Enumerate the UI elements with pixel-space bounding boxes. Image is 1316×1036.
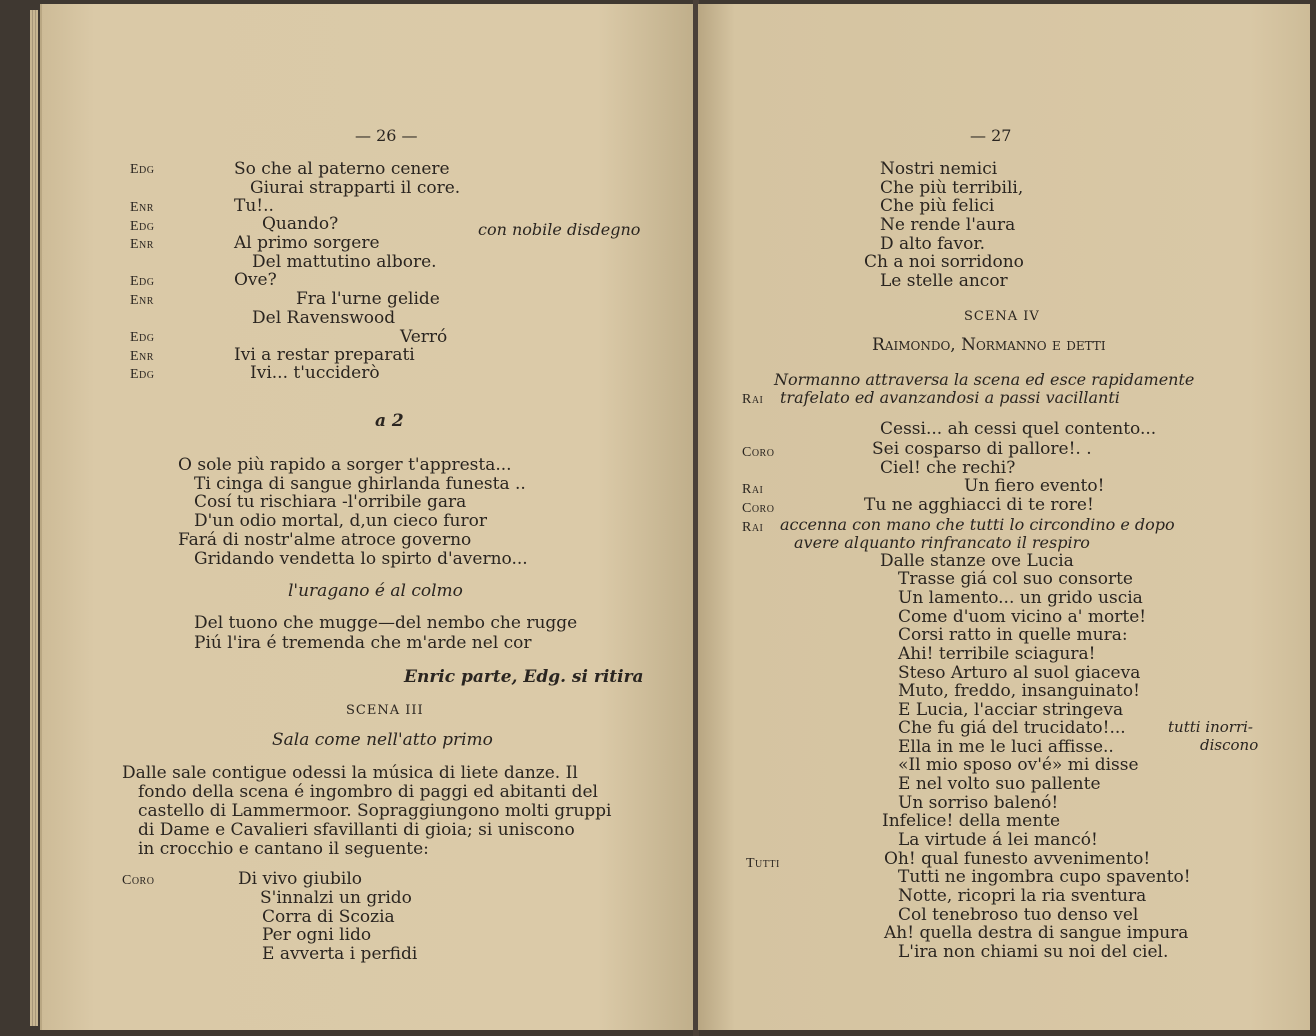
verse-line: Tu ne agghiacci di te rore!	[864, 495, 1094, 515]
verse-line: Ah! quella destra di sangue impura	[884, 923, 1189, 943]
verse-line: Ivi... t'ucciderò	[250, 363, 380, 383]
left-page	[40, 4, 696, 1030]
verse-line: Piú l'ira é tremenda che m'arde nel cor	[194, 633, 532, 653]
right-page	[698, 4, 1310, 1030]
verse-line: Che più terribili,	[880, 178, 1024, 198]
verse-line: Ti cinga di sangue ghirlanda funesta ..	[194, 474, 526, 494]
verse-line: E nel volto suo pallente	[898, 774, 1101, 794]
page-number: — 26 —	[355, 126, 418, 145]
verse-line: Verró	[400, 327, 448, 347]
speaker-label: Edg	[130, 330, 155, 345]
verse-line: Al primo sorgere	[234, 233, 380, 253]
verse-line: Fra l'urne gelide	[296, 289, 440, 309]
speaker-label: Rai	[742, 482, 764, 497]
speaker-label: Tutti	[746, 856, 780, 871]
verse-line: O sole più rapido a sorger t'appresta...	[178, 455, 512, 475]
verse-line: Oh! qual funesto avvenimento!	[884, 849, 1151, 869]
verse-line: Corsi ratto in quelle mura:	[898, 625, 1128, 645]
verse-line: Che più felici	[880, 196, 995, 216]
verse-line: Quando?	[262, 214, 339, 234]
page-stack-edge	[30, 10, 38, 1026]
speaker-label: Enr	[130, 237, 154, 252]
verse-line: E avverta i perfidi	[262, 944, 418, 964]
verse-line: Cosí tu rischiara -l'orribile gara	[194, 492, 467, 512]
page-number: — 27	[970, 126, 1012, 145]
speaker-label: Coro	[742, 445, 775, 460]
verse-line: D alto favor.	[880, 234, 986, 254]
verse-line: S'innalzi un grido	[260, 888, 412, 908]
scene-heading: SCENA III	[346, 703, 424, 718]
verse-line: Nostri nemici	[880, 159, 998, 179]
speaker-label: Rai	[742, 520, 764, 535]
speaker-label: Edg	[130, 162, 155, 177]
speaker-label: Enr	[130, 349, 154, 364]
description-line: castello di Lammermoor. Sopraggiungono molti gruppi	[138, 801, 612, 821]
verse-line: Di vivo giubilo	[238, 869, 363, 889]
stage-direction: l'uragano é al colmo	[288, 581, 463, 601]
speaker-label: Edg	[130, 367, 155, 382]
speaker-label: Coro	[742, 501, 775, 516]
stage-direction: Enric parte, Edg. si ritira	[404, 667, 644, 687]
description-line: in crocchio e cantano il seguente:	[138, 839, 429, 859]
verse-line: Ahi! terribile sciagura!	[898, 644, 1096, 664]
verse-line: Trasse giá col suo consorte	[898, 569, 1133, 589]
speaker-label: Edg	[130, 274, 155, 289]
verse-line: Giurai strapparti il core.	[250, 178, 461, 198]
description-line: fondo della scena é ingombro di paggi ed abitanti del	[138, 782, 598, 802]
verse-line: Ne rende l'aura	[880, 215, 1016, 235]
stage-direction: con nobile disdegno	[478, 220, 641, 239]
verse-line: Ella in me le luci affisse..	[898, 737, 1114, 757]
speaker-label: Enr	[130, 200, 154, 215]
scene-setting: Sala come nell'atto primo	[272, 730, 493, 750]
stage-direction: trafelato ed avanzandosi a passi vacillanti	[780, 388, 1120, 407]
verse-line: Sei cosparso di pallore!. .	[872, 439, 1092, 459]
verse-line: Del Ravenswood	[252, 308, 396, 328]
verse-line: Tutti ne ingombra cupo spavento!	[898, 867, 1191, 887]
verse-line: Un sorriso balenó!	[898, 793, 1059, 813]
verse-line: Notte, ricopri la ria sventura	[898, 886, 1147, 906]
verse-line: La virtude á lei mancó!	[898, 830, 1098, 850]
description-line: di Dame e Cavalieri sfavillanti di gioia; si uniscono	[138, 820, 575, 840]
speaker-label: Coro	[122, 873, 155, 888]
verse-line: «Il mio sposo ov'é» mi disse	[898, 755, 1139, 775]
verse-line: So che al paterno cenere	[234, 159, 450, 179]
verse-line: Tu!..	[234, 196, 274, 216]
verse-line: L'ira non chiami su noi del ciel.	[898, 942, 1169, 962]
verse-line: Gridando vendetta lo spirto d'averno...	[194, 549, 528, 569]
verse-line: Cessi... ah cessi quel contento...	[880, 419, 1157, 439]
verse-line: Corra di Scozia	[262, 907, 395, 927]
verse-line: Ciel! che rechi?	[880, 458, 1016, 478]
verse-line: Steso Arturo al suol giaceva	[898, 663, 1141, 683]
verse-line: Che fu giá del trucidato!...	[898, 718, 1126, 738]
verse-line: Un lamento... un grido uscia	[898, 588, 1143, 608]
verse-line: Infelice! della mente	[882, 811, 1061, 831]
scene-characters: Raimondo, Normanno e detti	[872, 335, 1106, 355]
verse-line: Un fiero evento!	[964, 476, 1105, 496]
stage-direction: discono	[1200, 736, 1259, 754]
verse-line: Dalle stanze ove Lucia	[880, 551, 1074, 571]
verse-line: Col tenebroso tuo denso vel	[898, 905, 1139, 925]
verse-line: Come d'uom vicino a' morte!	[898, 607, 1147, 627]
stage-direction: accenna con mano che tutti lo circondino e dopo	[780, 515, 1175, 534]
description-line: Dalle sale contigue odessi la música di liete danze. Il	[122, 763, 578, 783]
verse-line: D'un odio mortal, d,un cieco furor	[194, 511, 487, 531]
verse-line: Del mattutino albore.	[252, 252, 437, 272]
speaker-label: Edg	[130, 219, 155, 234]
speaker-label: Rai	[742, 392, 764, 407]
verse-line: Fará di nostr'alme atroce governo	[178, 530, 472, 550]
verse-line: E Lucia, l'acciar stringeva	[898, 700, 1124, 720]
verse-line: Del tuono che mugge—del nembo che rugge	[194, 613, 578, 633]
stage-direction: avere alquanto rinfrancato il respiro	[794, 533, 1090, 552]
verse-line: Per ogni lido	[262, 925, 372, 945]
verse-line: Ove?	[234, 270, 277, 290]
verse-line: Muto, freddo, insanguinato!	[898, 681, 1140, 701]
verse-line: Ivi a restar preparati	[234, 345, 415, 365]
speaker-label: Enr	[130, 293, 154, 308]
verse-line: Ch a noi sorridono	[864, 252, 1024, 272]
scene-heading: SCENA IV	[964, 309, 1040, 324]
stage-direction: tutti inorri-	[1168, 718, 1254, 736]
stage-direction: Normanno attraversa la scena ed esce rapidamente	[774, 370, 1195, 389]
section-heading: a 2	[375, 411, 404, 431]
verse-line: Le stelle ancor	[880, 271, 1008, 291]
